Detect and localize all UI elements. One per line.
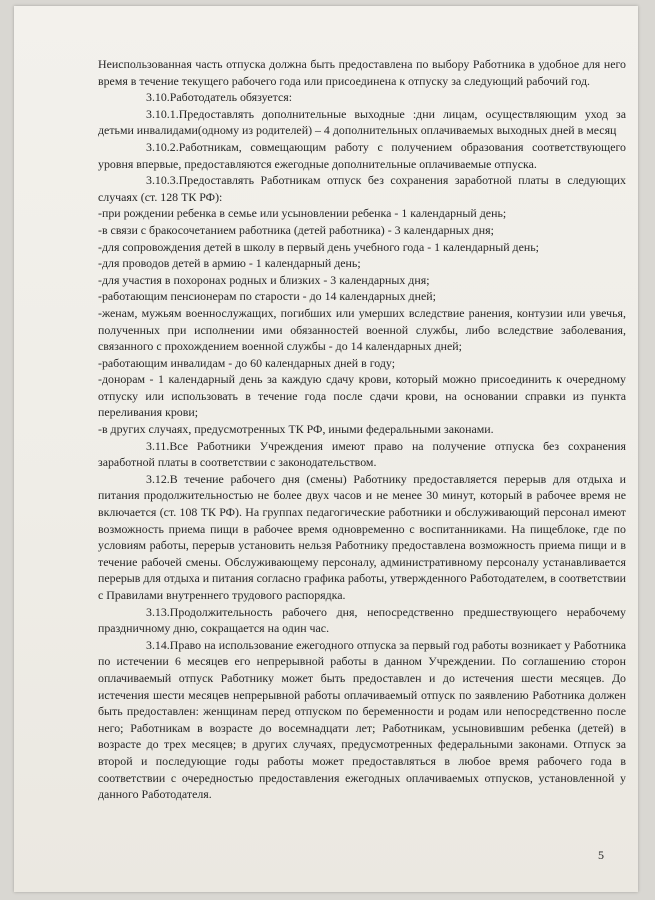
paragraph-3-12: 3.12.В течение рабочего дня (смены) Работнику предоставляется перерыв для отдыха и питания продолжительностью не более двух часов и не менее 30 минут, который в рабочее время не включается (ст. 108 ТК РФ). На группах педагогические работники и обслуживающий персонал имеют возможность приема пищи в рабочее время одновременно с воспитанниками. На пищеблоке, где по условиям работы, перерыв установить нельзя Работнику предоставлена возможность приема пищи и в течение рабочей смены. Обслуживающему персоналу, административному персоналу устанавливается перерыв для отдыха и питания согласно графика работы, утвержденного Работодателем, в соответствии с Правилами внутреннего трудового распорядка. — [98, 471, 626, 602]
paragraph-3-11: 3.11.Все Работники Учреждения имеют право на получение отпуска без сохранения заработной платы в соответствии с законодательством. — [98, 438, 626, 470]
list-item-army: -для проводов детей в армию - 1 календарный день; — [98, 256, 361, 271]
list-item-military-spouses: -женам, мужьям военнослужащих, погибших или умерших вследствие ранения, контузии или увечья, полученных при исполнении ими обязанностей военной службы, либо вследствие заболевания, связанного с прохождением военной службы - до 14 календарных дней; — [98, 305, 626, 354]
paragraph-unused-leave: Неиспользованная часть отпуска должна быть предоставлена по выбору Работника в удобное для него время в течение текущего рабочего года или присоединена к отпуску за следующий рабочий год. — [98, 57, 626, 88]
paragraph-3-10: 3.10.Работодатель обязуется: — [146, 90, 293, 105]
list-item-school: -для сопровождения детей в школу в первый день учебного года - 1 календарный день; — [98, 239, 539, 254]
list-item-marriage: -в связи с бракосочетанием работника (детей работника) - 3 календарных дня; — [98, 222, 494, 237]
paragraph-3-10-2: 3.10.2.Работникам, совмещающим работу с получением образования соответствующего уровня впервые, предоставляются ежегодные дополнительные оплачиваемые отпуска. — [98, 139, 626, 171]
paragraph-3-10-3: 3.10.3.Предоставлять Работникам отпуск без сохранения заработной платы в следующих случаях (ст. 128 ТК РФ): — [98, 173, 626, 204]
paragraph-3-14: 3.14.Право на использование ежегодного отпуска за первый год работы возникает у Работника по истечении 6 месяцев его непрерывной работы в данном Учреждении. По соглашению сторон оплачиваемый отпуск Работнику может быть предоставлен и до истечения шести месяцев. До истечения шести месяцев непрерывной работы оплачиваемый отпуск по заявлению Работника должен быть предоставлен: женщинам перед отпуском по беременности и родам или непосредственно после него; Работникам в возрасте до восемнадцати лет; Работникам, усыновившим ребенка (детей) в возрасте до трех месяцев; в других случаях, предусмотренных федеральными законами. Отпуск за второй и последующие годы работы может предоставляться в любое время рабочего года в соответствии с очередностью предоставления ежегодных оплачиваемых отпусков, установленной у данного Работодателя. — [98, 637, 626, 802]
document-page — [14, 6, 638, 892]
page-body — [98, 56, 626, 803]
list-item-birth: -при рождении ребенка в семье или усыновлении ребенка - 1 календарный день; — [98, 206, 507, 221]
list-item-other: -в других случаях, предусмотренных ТК РФ, иными федеральными законами. — [98, 422, 494, 437]
list-item-disabled: -работающим инвалидам - до 60 календарных дней в году; — [98, 355, 396, 370]
list-item-donors: -донорам - 1 календарный день за каждую сдачу крови, который можно присоединить к очередному отпуску или использовать в течение года после сдачи крови, на основании справки из пункта переливания крови; — [98, 372, 626, 420]
paragraph-3-13: 3.13.Продолжительность рабочего дня, непосредственно предшествующего нерабочему праздничному дню, сокращается на один час. — [98, 604, 626, 636]
page-number: 5 — [598, 848, 604, 862]
list-item-pensioners: -работающим пенсионерам по старости - до 14 календарных дней; — [98, 289, 436, 304]
paragraph-3-10-1: 3.10.1.Предоставлять дополнительные выходные :дни лицам, осуществляющим уход за детьми инвалидами(одному из родителей) – 4 дополнительных оплачиваемых выходных дней в месяц — [98, 106, 626, 138]
list-item-funeral: -для участия в похоронах родных и близких - 3 календарных дня; — [98, 272, 430, 287]
